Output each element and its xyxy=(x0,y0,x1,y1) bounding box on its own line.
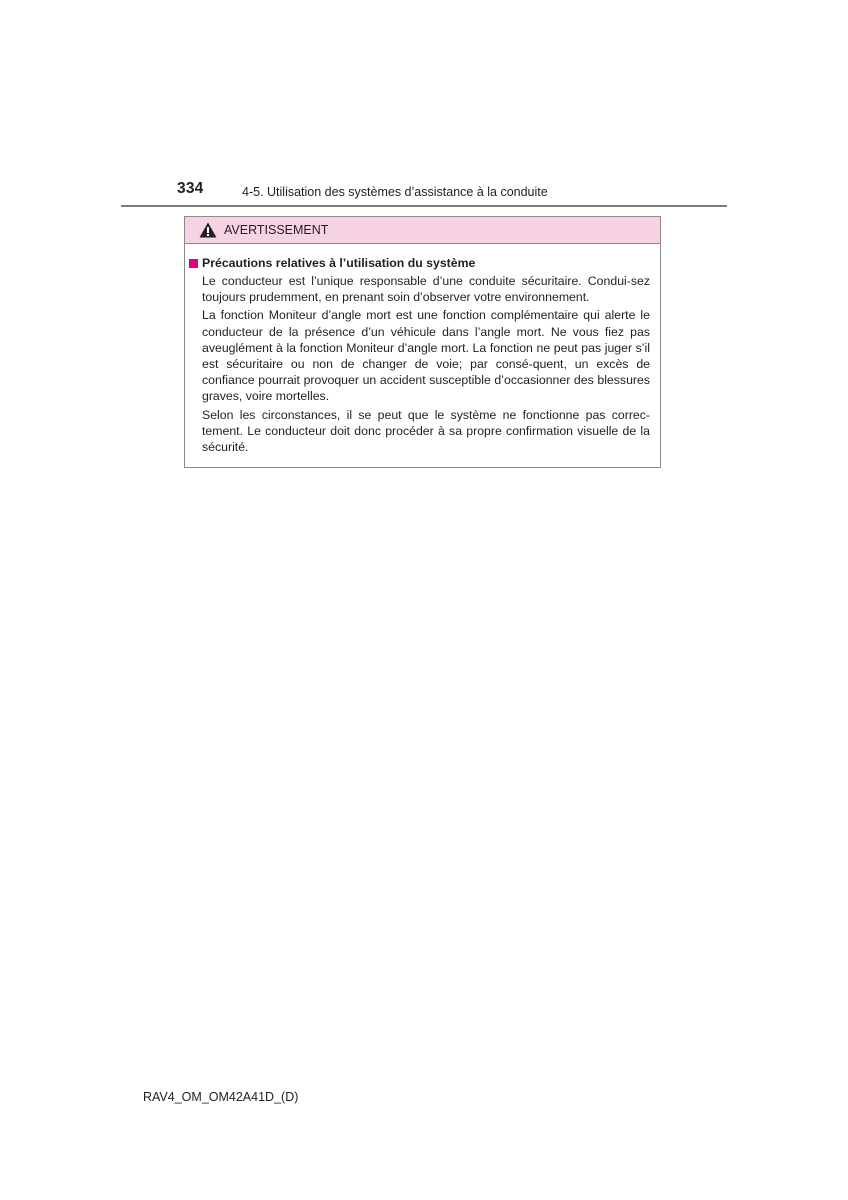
warning-label: AVERTISSEMENT xyxy=(224,223,329,237)
warning-paragraph-1: Le conducteur est l’unique responsable d’une conduite sécuritaire. Condui-sez toujours prudemment, en prenant soin d’observer votre environnement. xyxy=(202,274,650,305)
section-title: 4-5. Utilisation des systèmes d’assistance à la conduite xyxy=(242,185,548,199)
warning-header xyxy=(185,217,660,244)
page-number: 334 xyxy=(177,180,204,197)
warning-paragraph-3: Selon les circonstances, il se peut que le système ne fonctionne pas correc-tement. Le conducteur doit donc procéder à sa propre confirmation visuelle de la sécurité. xyxy=(202,407,650,455)
warning-subheading xyxy=(189,256,650,271)
footer-document-code: RAV4_OM_OM42A41D_(D) xyxy=(143,1090,299,1104)
warning-box xyxy=(184,216,661,468)
warning-triangle-icon xyxy=(199,222,217,238)
square-bullet-icon xyxy=(189,259,198,268)
header-rule xyxy=(121,205,727,207)
subheading-text: Précautions relatives à l’utilisation du système xyxy=(202,256,476,270)
warning-paragraph-2: La fonction Moniteur d’angle mort est une fonction complémentaire qui alerte le conducteur de la présence d’un véhicule dans l’angle mort. Ne vous fiez pas aveuglément à la fonction Moniteur d’angle mort. La fonction ne peut pas juger s’il est sécuritaire ou non de changer de voie; par consé-quent, un excès de confiance pourrait provoquer un accident susceptible d’occasionner des blessures graves, voire mortelles. xyxy=(202,308,650,404)
warning-content xyxy=(185,244,660,455)
